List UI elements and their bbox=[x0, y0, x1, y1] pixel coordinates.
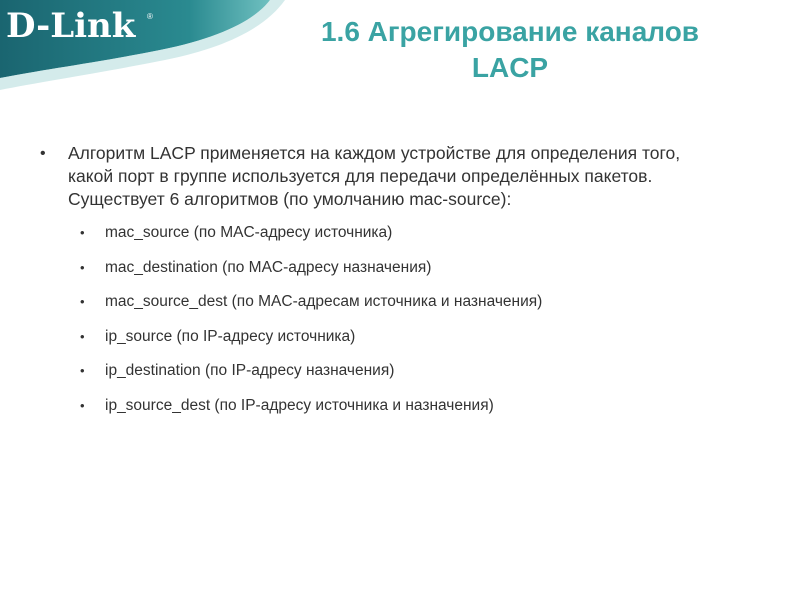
logo: D-Link bbox=[6, 6, 136, 46]
bullet-dot-icon: • bbox=[80, 225, 85, 240]
bullet-dot-icon: • bbox=[80, 259, 85, 275]
list-item-text: ip_source_dest (по IP-адресу источника и назначения) bbox=[105, 396, 494, 414]
list-item bbox=[80, 223, 760, 258]
list-item-text: mac_source (по MAC-адресу источника) bbox=[105, 224, 393, 241]
list-item bbox=[80, 258, 760, 293]
bullet-dot-icon: • bbox=[40, 145, 46, 162]
algorithm-list bbox=[40, 223, 760, 430]
main-bullet-item bbox=[40, 142, 760, 211]
list-item bbox=[80, 292, 760, 327]
slide-title-line2: LACP bbox=[471, 52, 549, 83]
list-item bbox=[80, 396, 760, 431]
main-bullet-text: Алгоритм LACP применяется на каждом устройстве для определения того, какой порт в группе используется для передачи определённых пакетов. Существует 6 алгоритмов (по умолчанию mac-source): bbox=[68, 143, 681, 209]
list-item-text: ip_source (по IP-адресу источника) bbox=[105, 327, 356, 345]
slide-title bbox=[260, 14, 760, 86]
bullet-dot-icon: • bbox=[80, 294, 85, 309]
bullet-dot-icon: • bbox=[80, 328, 85, 344]
list-item-text: mac_destination (по MAC-адресу назначения) bbox=[105, 258, 432, 276]
slide-content bbox=[40, 142, 760, 430]
logo-trademark: ® bbox=[147, 12, 153, 21]
list-item bbox=[80, 327, 760, 362]
list-item bbox=[80, 361, 760, 396]
list-item-text: ip_destination (по IP-адресу назначения) bbox=[105, 362, 395, 379]
bullet-dot-icon: • bbox=[80, 363, 85, 378]
bullet-dot-icon: • bbox=[80, 397, 85, 413]
list-item-text: mac_source_dest (по MAC-адресам источника и назначения) bbox=[105, 293, 543, 310]
slide-title-line1: 1.6 Агрегирование каналов bbox=[320, 16, 700, 47]
